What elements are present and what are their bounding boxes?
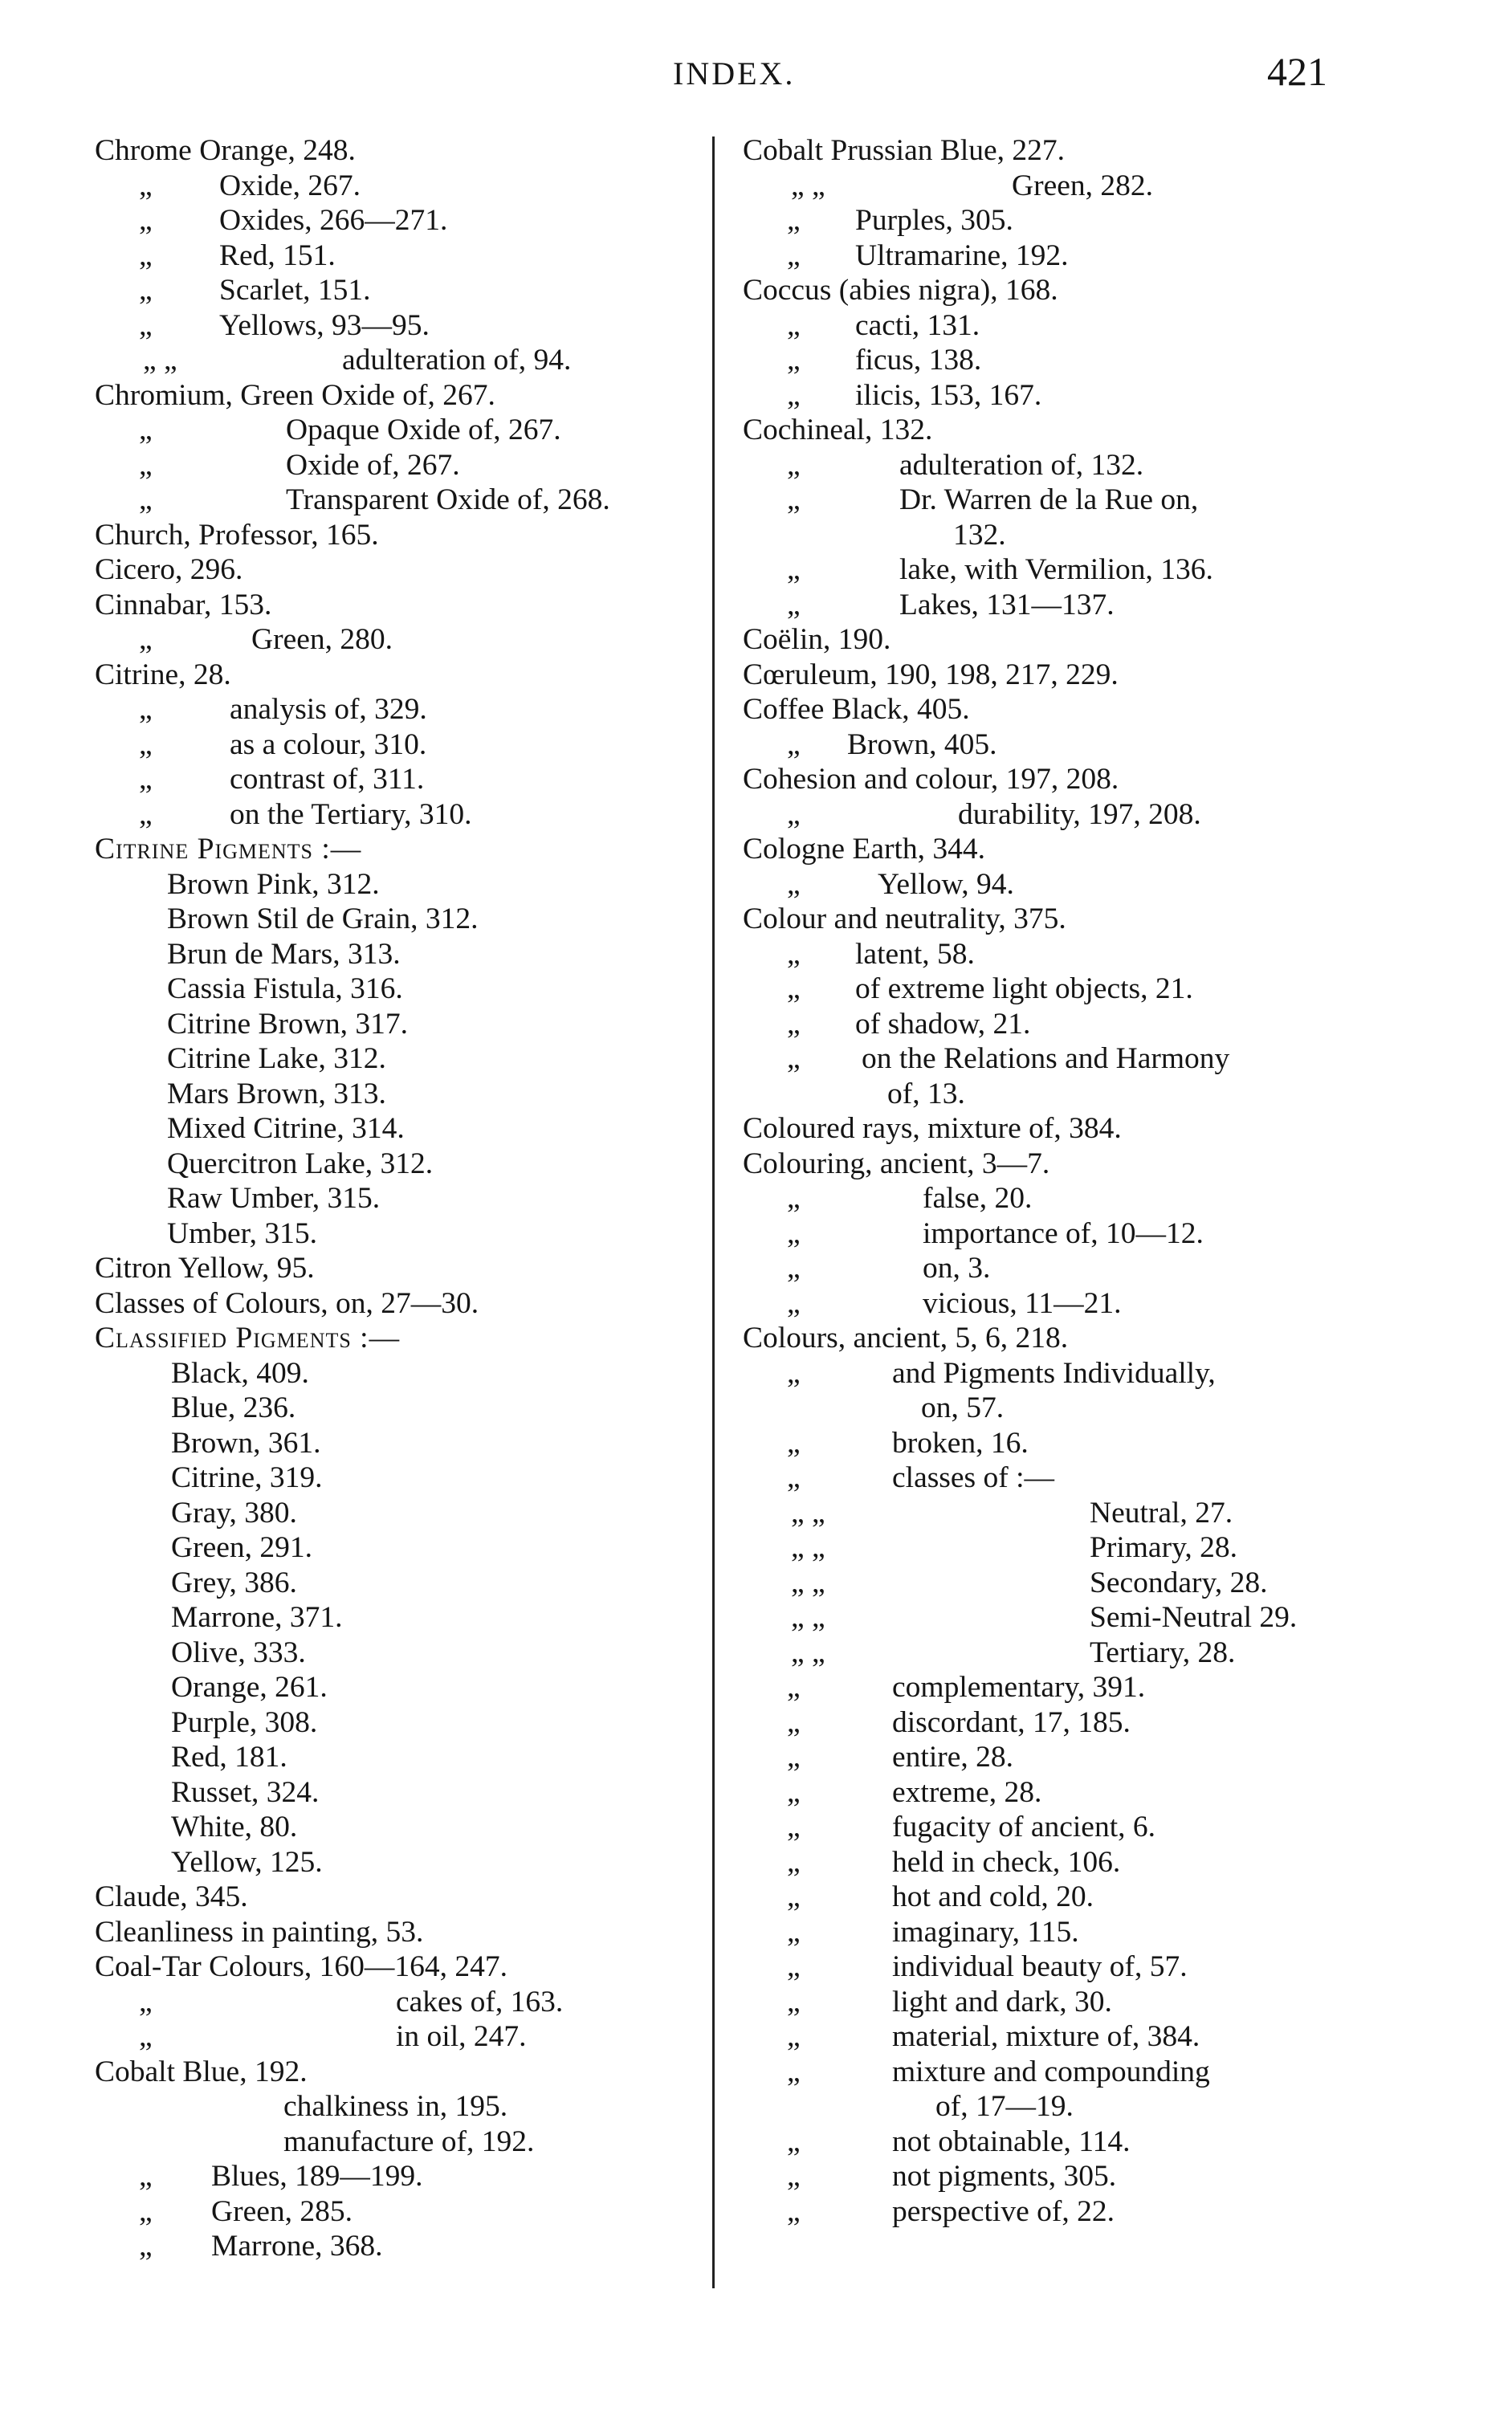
entry-text: Cicero, 296. — [95, 553, 243, 586]
ditto-mark: „ — [787, 483, 801, 516]
ditto-mark: „ — [139, 763, 153, 796]
entry-text: vicious, 11—21. — [923, 1286, 1122, 1320]
entry-text: Coccus (abies nigra), 168. — [743, 274, 1058, 307]
entry-text: Brown Pink, 312. — [167, 867, 380, 901]
ditto-mark: „ — [787, 1182, 801, 1215]
entry-text: manufacture of, 192. — [283, 2124, 535, 2158]
ditto-mark: „ — [787, 1216, 801, 1250]
ditto-mark: „ — [139, 274, 153, 307]
entry-text: perspective of, 22. — [892, 2194, 1115, 2228]
entry-text: Coëlin, 190. — [743, 623, 891, 656]
ditto-mark: „ „ — [791, 1601, 825, 1634]
entry-text: Blues, 189—199. — [211, 2160, 423, 2193]
entry-text: material, mixture of, 384. — [892, 2020, 1200, 2053]
entry-text: Colour and neutrality, 375. — [743, 902, 1066, 935]
entry-text: Cologne Earth, 344. — [743, 833, 986, 866]
entry-text: complementary, 391. — [892, 1671, 1146, 1704]
ditto-mark: „ — [787, 308, 801, 342]
entry-text: held in check, 106. — [892, 1845, 1121, 1879]
entry-text: Mars Brown, 313. — [167, 1077, 386, 1110]
entry-text: of, 17—19. — [935, 2090, 1074, 2123]
entry-text: Citrine Lake, 312. — [167, 1042, 386, 1075]
entry-text: Red, 181. — [171, 1741, 287, 1774]
ditto-mark: „ — [787, 588, 801, 621]
ditto-mark: „ — [787, 553, 801, 586]
entry-text: not pigments, 305. — [892, 2160, 1117, 2193]
entry-text: Olive, 333. — [171, 1636, 306, 1669]
entry-text: broken, 16. — [892, 1426, 1029, 1460]
ditto-mark: „ — [787, 1915, 801, 1949]
ditto-mark: „ „ — [791, 169, 825, 202]
entry-text: Citrine Pigments :— — [95, 833, 362, 866]
entry-text: Primary, 28. — [1090, 1531, 1238, 1564]
entry-text: Green, 282. — [1012, 169, 1153, 202]
ditto-mark: „ — [787, 1845, 801, 1879]
ditto-mark: „ — [139, 483, 153, 516]
ditto-mark: „ — [787, 2124, 801, 2158]
ditto-mark: „ — [139, 797, 153, 831]
entry-text: cakes of, 163. — [396, 1985, 564, 2019]
ditto-mark: „ — [139, 623, 153, 656]
ditto-mark: „ — [139, 238, 153, 272]
entry-text: adulteration of, 132. — [899, 448, 1144, 482]
entry-text: extreme, 28. — [892, 1775, 1042, 1809]
entry-text: Yellows, 93—95. — [219, 308, 430, 342]
entry-text: latent, 58. — [855, 937, 975, 971]
entry-text: Classified Pigments :— — [95, 1322, 401, 1355]
entry-text: and Pigments Individually, — [892, 1356, 1216, 1390]
entry-text: Cochineal, 132. — [743, 413, 933, 446]
entry-text: classes of :— — [892, 1461, 1055, 1494]
entry-text: on, 57. — [921, 1391, 1005, 1424]
entry-text: Brown, 405. — [847, 727, 997, 761]
entry-text: Classes of Colours, on, 27—30. — [95, 1286, 479, 1320]
entry-text: Grey, 386. — [171, 1566, 297, 1599]
ditto-mark: „ — [787, 1461, 801, 1494]
entry-text: lake, with Vermilion, 136. — [899, 553, 1213, 586]
entry-text: White, 80. — [171, 1811, 298, 1843]
entry-text: analysis of, 329. — [230, 693, 427, 726]
ditto-mark: „ — [787, 238, 801, 272]
entry-text: Dr. Warren de la Rue on, — [899, 483, 1199, 516]
entry-text: Coffee Black, 405. — [743, 693, 970, 726]
entry-text: Scarlet, 151. — [219, 274, 371, 307]
ditto-mark: „ — [139, 308, 153, 342]
ditto-mark: „ — [787, 1880, 801, 1913]
entry-text: hot and cold, 20. — [892, 1880, 1094, 1913]
entry-text: Oxide of, 267. — [286, 448, 460, 482]
ditto-mark: „ — [139, 2160, 153, 2193]
entry-text: durability, 197, 208. — [958, 797, 1201, 831]
entry-text: Quercitron Lake, 312. — [167, 1147, 434, 1180]
entry-text: Cohesion and colour, 197, 208. — [743, 763, 1119, 796]
ditto-mark: „ — [139, 169, 153, 202]
entry-text: Yellow, 125. — [171, 1845, 323, 1879]
ditto-mark: „ — [787, 2020, 801, 2053]
entry-text: 132. — [953, 518, 1006, 552]
ditto-mark: „ — [787, 2160, 801, 2193]
entry-text: ficus, 138. — [855, 344, 982, 377]
entry-text: Neutral, 27. — [1090, 1496, 1233, 1530]
entry-text: Marrone, 368. — [211, 2230, 383, 2263]
entry-text: light and dark, 30. — [892, 1985, 1112, 2019]
entry-text: as a colour, 310. — [230, 727, 427, 761]
entry-text: imaginary, 115. — [892, 1915, 1079, 1949]
ditto-mark: „ — [787, 1426, 801, 1460]
entry-text: Green, 280. — [251, 623, 393, 656]
entry-text: fugacity of ancient, 6. — [892, 1811, 1155, 1843]
entry-text: mixture and compounding — [892, 2055, 1210, 2088]
ditto-mark: „ — [787, 1286, 801, 1320]
ditto-mark: „ — [787, 1007, 801, 1041]
entry-text: Cassia Fistula, 316. — [167, 972, 403, 1005]
entry-text: Transparent Oxide of, 268. — [286, 483, 610, 516]
entry-text: of shadow, 21. — [855, 1007, 1031, 1041]
entry-text: Purples, 305. — [855, 204, 1013, 237]
ditto-mark: „ — [787, 1811, 801, 1843]
entry-text: false, 20. — [923, 1182, 1033, 1215]
ditto-mark: „ — [787, 1950, 801, 1983]
entry-text: Purple, 308. — [171, 1705, 318, 1739]
ditto-mark: „ — [787, 1042, 801, 1075]
entry-text: Colours, ancient, 5, 6, 218. — [743, 1322, 1069, 1355]
ditto-mark: „ — [787, 1741, 801, 1774]
ditto-mark: „ — [787, 448, 801, 482]
entry-text: Green, 285. — [211, 2194, 353, 2228]
ditto-mark: „ — [787, 2055, 801, 2088]
ditto-mark: „ „ — [791, 1636, 825, 1669]
entry-text: Blue, 236. — [171, 1391, 296, 1424]
ditto-mark: „ — [787, 972, 801, 1005]
entry-text: Semi-Neutral 29. — [1090, 1601, 1298, 1634]
ditto-mark: „ — [139, 204, 153, 237]
ditto-mark: „ „ — [791, 1531, 825, 1564]
entry-text: Black, 409. — [171, 1356, 309, 1390]
entry-text: of, 13. — [887, 1077, 965, 1110]
entry-text: on the Relations and Harmony — [862, 1042, 1230, 1075]
entry-text: Green, 291. — [171, 1531, 312, 1564]
entry-text: ilicis, 153, 167. — [855, 378, 1042, 412]
ditto-mark: „ — [787, 797, 801, 831]
ditto-mark: „ — [787, 344, 801, 377]
entry-text: Secondary, 28. — [1090, 1566, 1268, 1599]
page-header — [0, 48, 1512, 112]
entry-text: discordant, 17, 185. — [892, 1705, 1131, 1739]
entry-text: Ultramarine, 192. — [855, 238, 1069, 272]
ditto-mark: „ — [139, 693, 153, 726]
ditto-mark: „ — [787, 727, 801, 761]
ditto-mark: „ — [787, 378, 801, 412]
ditto-mark: „ — [787, 1671, 801, 1704]
ditto-mark: „ — [139, 2194, 153, 2228]
entry-text: on the Tertiary, 310. — [230, 797, 472, 831]
ditto-mark: „ „ — [143, 344, 177, 377]
entry-text: Brown, 361. — [171, 1426, 321, 1460]
entry-text: in oil, 247. — [396, 2020, 527, 2053]
entry-text: Citron Yellow, 95. — [95, 1252, 315, 1285]
ditto-mark: „ — [139, 727, 153, 761]
entry-text: on, 3. — [923, 1252, 991, 1285]
ditto-mark: „ „ — [791, 1566, 825, 1599]
entry-text: Cobalt Blue, 192. — [95, 2055, 308, 2088]
ditto-mark: „ — [787, 1775, 801, 1809]
entry-text: Opaque Oxide of, 267. — [286, 413, 561, 446]
entry-text: Claude, 345. — [95, 1880, 248, 1913]
entry-text: Brown Stil de Grain, 312. — [167, 902, 479, 935]
entry-text: Cinnabar, 153. — [95, 588, 272, 621]
entry-text: Gray, 380. — [171, 1496, 297, 1530]
ditto-mark: „ — [787, 1985, 801, 2019]
entry-text: Cleanliness in painting, 53. — [95, 1915, 424, 1949]
entry-text: Chromium, Green Oxide of, 267. — [95, 378, 495, 412]
entry-text: cacti, 131. — [855, 308, 980, 342]
entry-text: Citrine, 28. — [95, 658, 231, 691]
entry-text: Brun de Mars, 313. — [167, 937, 401, 971]
ditto-mark: „ — [787, 1356, 801, 1390]
entry-text: Lakes, 131—137. — [899, 588, 1115, 621]
entry-text: Chrome Orange, 248. — [95, 134, 356, 167]
ditto-mark: „ — [787, 2194, 801, 2228]
ditto-mark: „ — [787, 1705, 801, 1739]
ditto-mark: „ — [139, 413, 153, 446]
entry-text: entire, 28. — [892, 1741, 1013, 1774]
entry-text: Russet, 324. — [171, 1775, 320, 1809]
entry-text: Oxides, 266—271. — [219, 204, 448, 237]
ditto-mark: „ — [787, 1252, 801, 1285]
entry-text: Mixed Citrine, 314. — [167, 1112, 405, 1145]
entry-text: not obtainable, 114. — [892, 2124, 1131, 2158]
column-divider — [712, 136, 715, 2288]
entry-text: Coloured rays, mixture of, 384. — [743, 1112, 1122, 1145]
ditto-mark: „ — [139, 1985, 153, 2019]
entry-text: contrast of, 311. — [230, 763, 425, 796]
entry-text: Umber, 315. — [167, 1216, 318, 1250]
entry-text: Citrine, 319. — [171, 1461, 323, 1494]
entry-text: Yellow, 94. — [878, 867, 1014, 901]
entry-text: Oxide, 267. — [219, 169, 361, 202]
running-title: INDEX. — [673, 55, 796, 92]
entry-text: Cœruleum, 190, 198, 217, 229. — [743, 658, 1119, 691]
entry-text: Coal-Tar Colours, 160—164, 247. — [95, 1950, 507, 1983]
entry-text: Marrone, 371. — [171, 1601, 343, 1634]
page-number: 421 — [1267, 49, 1327, 94]
ditto-mark: „ — [139, 2230, 153, 2263]
ditto-mark: „ — [139, 2020, 153, 2053]
entry-text: adulteration of, 94. — [342, 344, 572, 377]
ditto-mark: „ — [787, 937, 801, 971]
entry-text: importance of, 10—12. — [923, 1216, 1204, 1250]
entry-text: chalkiness in, 195. — [283, 2090, 508, 2123]
entry-text: of extreme light objects, 21. — [855, 972, 1193, 1005]
entry-text: Red, 151. — [219, 238, 336, 272]
entry-text: Orange, 261. — [171, 1671, 328, 1704]
entry-text: Church, Professor, 165. — [95, 518, 379, 552]
ditto-mark: „ — [787, 204, 801, 237]
entry-text: Tertiary, 28. — [1090, 1636, 1236, 1669]
ditto-mark: „ — [139, 448, 153, 482]
ditto-mark: „ „ — [791, 1496, 825, 1530]
entry-text: Cobalt Prussian Blue, 227. — [743, 134, 1066, 167]
entry-text: Colouring, ancient, 3—7. — [743, 1147, 1050, 1180]
ditto-mark: „ — [787, 867, 801, 901]
entry-text: individual beauty of, 57. — [892, 1950, 1188, 1983]
entry-text: Citrine Brown, 317. — [167, 1007, 408, 1041]
entry-text: Raw Umber, 315. — [167, 1182, 381, 1215]
